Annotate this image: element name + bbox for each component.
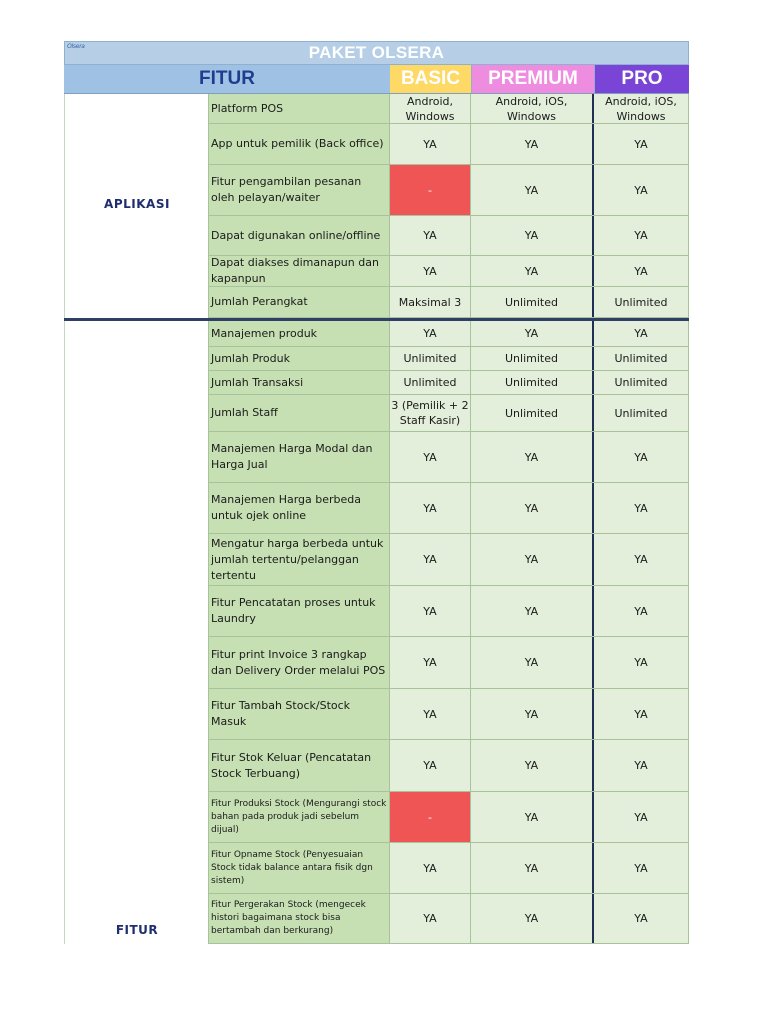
premium-cell: YA: [471, 894, 594, 943]
premium-cell: YA: [471, 740, 594, 791]
feature-cell: Fitur Tambah Stock/Stock Masuk: [208, 689, 390, 739]
feature-cell: Fitur print Invoice 3 rangkap dan Delivery Order melalui POS: [208, 637, 390, 688]
section-aplikasi: [64, 94, 689, 318]
table-title: PAKET OLSERA: [308, 43, 445, 62]
table-row: [208, 216, 689, 256]
table-row: [208, 792, 689, 843]
table-row: [208, 432, 689, 483]
premium-cell: YA: [471, 689, 594, 739]
basic-cell: YA: [390, 483, 471, 533]
category-cell: [64, 321, 208, 944]
feature-cell: Fitur Produksi Stock (Mengurangi stock bahan pada produk jadi sebelum dijual): [208, 792, 390, 842]
title-bar: [64, 41, 689, 65]
basic-cell: YA: [390, 586, 471, 636]
feature-cell: App untuk pemilik (Back office): [208, 124, 390, 164]
pro-cell: YA: [594, 843, 689, 893]
feature-cell: Jumlah Transaksi: [208, 371, 390, 394]
feature-cell: Fitur Pencatatan proses untuk Laundry: [208, 586, 390, 636]
feature-cell: Manajemen Harga berbeda untuk ojek online: [208, 483, 390, 533]
feature-cell: Fitur pengambilan pesanan oleh pelayan/waiter: [208, 165, 390, 215]
basic-cell: YA: [390, 689, 471, 739]
table-row: [208, 534, 689, 586]
pro-cell: YA: [594, 216, 689, 255]
premium-cell: Unlimited: [471, 395, 594, 431]
table-row: [208, 371, 689, 395]
feature-cell: Manajemen Harga Modal dan Harga Jual: [208, 432, 390, 482]
basic-cell: Maksimal 3: [390, 287, 471, 317]
pro-cell: YA: [594, 256, 689, 286]
premium-cell: YA: [471, 792, 594, 842]
premium-cell: YA: [471, 637, 594, 688]
section-fitur: [64, 321, 689, 944]
pro-cell: YA: [594, 432, 689, 482]
header-basic: BASIC: [390, 65, 471, 93]
table-row: [208, 94, 689, 124]
basic-cell: Android, Windows: [390, 94, 471, 123]
table-row: [208, 894, 689, 944]
basic-cell: YA: [390, 740, 471, 791]
pro-cell: YA: [594, 321, 689, 346]
table-row: [208, 740, 689, 792]
table-row: [208, 165, 689, 216]
column-header-row: [64, 65, 689, 94]
feature-cell: Dapat digunakan online/offline: [208, 216, 390, 255]
table-row: [208, 586, 689, 637]
pro-cell: Unlimited: [594, 287, 689, 317]
pro-cell: Android, iOS, Windows: [594, 94, 689, 123]
table-row: [208, 347, 689, 371]
category-label: APLIKASI: [104, 197, 170, 211]
pro-cell: Unlimited: [594, 395, 689, 431]
pro-cell: Unlimited: [594, 347, 689, 370]
premium-cell: YA: [471, 432, 594, 482]
basic-cell: YA: [390, 894, 471, 943]
basic-cell: YA: [390, 637, 471, 688]
pro-cell: YA: [594, 165, 689, 215]
premium-cell: YA: [471, 321, 594, 346]
header-pro: PRO: [594, 65, 689, 93]
feature-cell: Jumlah Perangkat: [208, 287, 390, 317]
pro-cell: YA: [594, 894, 689, 943]
pro-cell: YA: [594, 740, 689, 791]
premium-cell: YA: [471, 534, 594, 585]
header-fitur: FITUR: [64, 65, 390, 93]
table-row: [208, 689, 689, 740]
feature-cell: Dapat diakses dimanapun dan kapanpun: [208, 256, 390, 286]
basic-cell: YA: [390, 124, 471, 164]
premium-cell: Unlimited: [471, 371, 594, 394]
premium-cell: YA: [471, 256, 594, 286]
pro-cell: YA: [594, 586, 689, 636]
premium-cell: YA: [471, 483, 594, 533]
pro-cell: Unlimited: [594, 371, 689, 394]
table-row: [208, 843, 689, 894]
premium-cell: YA: [471, 586, 594, 636]
olsera-logo: Olsera: [67, 44, 85, 50]
category-label: FITUR: [115, 923, 159, 937]
table-row: [208, 256, 689, 287]
pro-cell: YA: [594, 124, 689, 164]
pro-cell: YA: [594, 637, 689, 688]
feature-cell: Jumlah Staff: [208, 395, 390, 431]
basic-cell-missing: -: [390, 792, 471, 842]
feature-cell: Fitur Pergerakan Stock (mengecek histori bagaimana stock bisa bertambah dan berkurang): [208, 894, 390, 943]
category-cell: [64, 94, 208, 318]
table-row: [208, 483, 689, 534]
table-row: [208, 124, 689, 165]
premium-cell: YA: [471, 843, 594, 893]
pro-cell: YA: [594, 534, 689, 585]
pricing-table: [64, 41, 689, 944]
feature-cell: Mengatur harga berbeda untuk jumlah tertentu/pelanggan tertentu: [208, 534, 390, 585]
basic-cell: YA: [390, 843, 471, 893]
premium-cell: Unlimited: [471, 347, 594, 370]
table-row: [208, 637, 689, 689]
premium-cell: YA: [471, 216, 594, 255]
basic-cell: YA: [390, 256, 471, 286]
header-premium: PREMIUM: [471, 65, 594, 93]
premium-cell: YA: [471, 124, 594, 164]
basic-cell: YA: [390, 432, 471, 482]
basic-cell: Unlimited: [390, 347, 471, 370]
basic-cell: YA: [390, 216, 471, 255]
table-row: [208, 321, 689, 347]
table-row: [208, 287, 689, 318]
pro-cell: YA: [594, 689, 689, 739]
basic-cell: YA: [390, 321, 471, 346]
feature-cell: Fitur Opname Stock (Penyesuaian Stock tidak balance antara fisik dgn sistem): [208, 843, 390, 893]
basic-cell-missing: -: [390, 165, 471, 215]
premium-cell: YA: [471, 165, 594, 215]
basic-cell: 3 (Pemilik + 2 Staff Kasir): [390, 395, 471, 431]
premium-cell: Android, iOS, Windows: [471, 94, 594, 123]
basic-cell: Unlimited: [390, 371, 471, 394]
feature-cell: Manajemen produk: [208, 321, 390, 346]
feature-cell: Fitur Stok Keluar (Pencatatan Stock Terbuang): [208, 740, 390, 791]
feature-cell: Platform POS: [208, 94, 390, 123]
pro-cell: YA: [594, 792, 689, 842]
basic-cell: YA: [390, 534, 471, 585]
feature-cell: Jumlah Produk: [208, 347, 390, 370]
table-row: [208, 395, 689, 432]
premium-cell: Unlimited: [471, 287, 594, 317]
pro-cell: YA: [594, 483, 689, 533]
